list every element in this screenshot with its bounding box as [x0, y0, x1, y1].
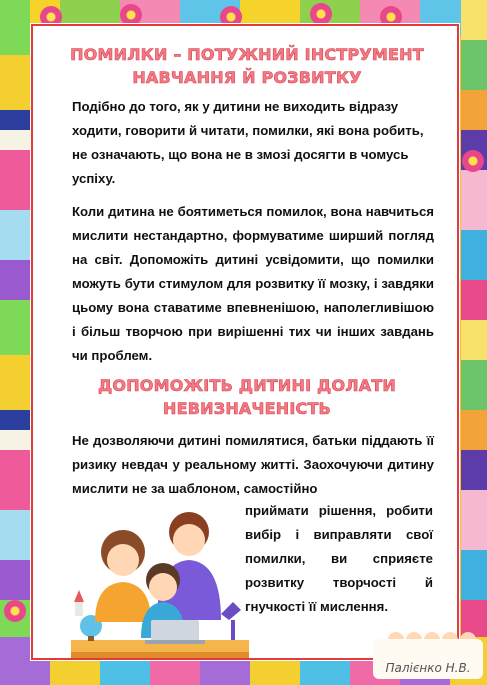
poster-subtitle: ДОПОМОЖІТЬ ДИТИНІ ДОЛАТИ НЕВИЗНАЧЕНІСТЬ: [97, 376, 397, 418]
flower-icon: [310, 3, 332, 25]
author-name: Палієнко Н.В.: [385, 661, 471, 675]
author-signature: [373, 639, 483, 679]
poster-title: ПОМИЛКИ – ПОТУЖНИЙ ІНСТРУМЕНТ НАВЧАННЯ Й РОЗВИТКУ: [70, 45, 424, 87]
paragraph-intro: Подібно до того, як у дитини не виходить відразу ходити, говорити й читати, помилки, які вона робить, не означають, що вона не в змозі досягти в чомусь успіху.: [72, 99, 424, 186]
paragraph-decisions: приймати рішення, робити вибір і виправляти свої помилки, ви сприяєте розвитку творчості й гнучкості її мислення.: [245, 503, 433, 614]
poster-sheet: [31, 24, 459, 660]
family-learning-illustration: [71, 502, 249, 672]
flower-icon: [4, 600, 26, 622]
flower-icon: [462, 150, 484, 172]
paragraph-confidence: Коли дитина не боятиметься помилок, вона навчиться мислити нестандартно, формуватиме ширший погляд на світ. Допоможіть дитині усвідомити, що помилки можуть бути стимулом для розвитку її мозку, і завдяки цьому вона ставатиме впевненішою, наполегливішою і більш творчою при вирішенні тих чи інших завдань чи проблем.: [72, 204, 434, 363]
flower-icon: [120, 4, 142, 26]
paragraph-risk: Не дозволяючи дитині помилятися, батьки піддають її ризику невдач у реальному житті. Заохочуючи дитину мислити не за шаблоном, самостійно: [72, 433, 434, 496]
